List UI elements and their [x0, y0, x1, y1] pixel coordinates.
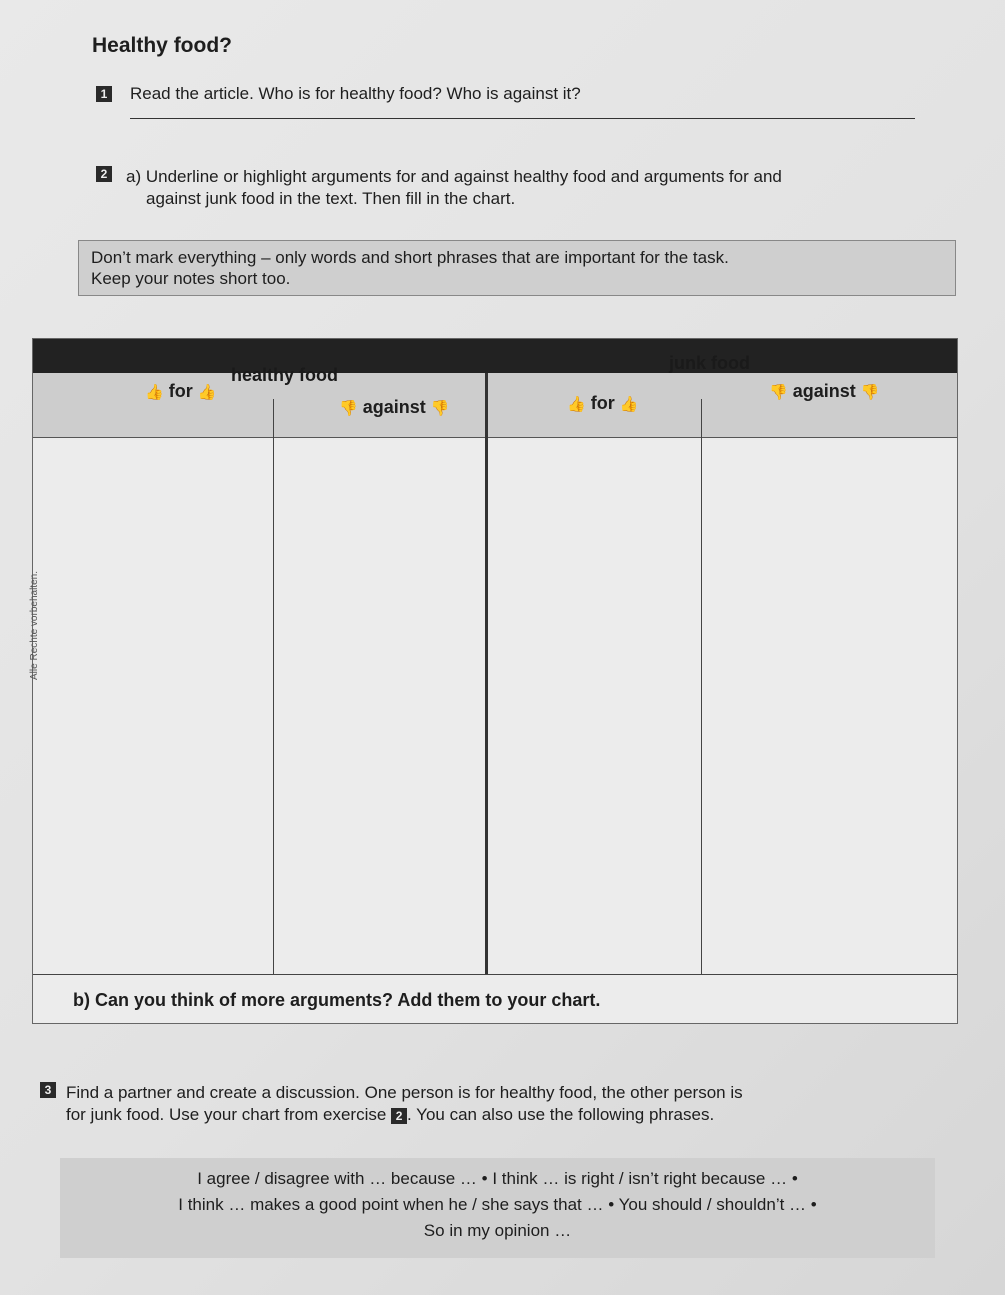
column-header-junk-against — [769, 381, 879, 402]
task-2-line2: against junk food in the text. Then fill in the chart. — [146, 189, 516, 208]
task-3-line2-part2: . You can also use the following phrases. — [407, 1105, 715, 1124]
phrase-line2: I think … makes a good point when he / she says that … • You should / shouldn’t … • — [178, 1195, 817, 1214]
group-label-junk-food: junk food — [669, 353, 750, 373]
note-box — [78, 240, 956, 296]
worksheet-title: Healthy food? — [92, 34, 232, 57]
thumbs-down-icon: 👎 — [430, 400, 450, 417]
answer-line[interactable] — [130, 118, 915, 119]
column-header-junk-for — [567, 393, 638, 414]
column-header-healthy-against — [339, 397, 449, 418]
task-2 — [96, 166, 936, 210]
task-3-number: 3 — [40, 1082, 56, 1098]
column-label: for — [168, 381, 193, 401]
note-line1: Don’t mark everything – only words and short phrases that are important for the task. — [91, 248, 729, 267]
task-3 — [40, 1082, 940, 1126]
task-2-line1: a) Underline or highlight arguments for and against healthy food and arguments for and — [126, 167, 782, 186]
phrase-line1: I agree / disagree with … because … • I think … is right / isn’t right because … • — [197, 1169, 798, 1188]
copyright-side-text: Alle Rechte vorbehalten. — [28, 571, 40, 680]
column-label: for — [590, 393, 615, 413]
chart-header-bar — [33, 339, 957, 373]
thumbs-down-icon: 👎 — [860, 384, 880, 401]
column-label: against — [362, 397, 426, 417]
phrase-line3: So in my opinion … — [423, 1221, 572, 1240]
thumbs-up-icon: 👍 — [567, 396, 586, 413]
column-label: against — [792, 381, 856, 401]
column-divider — [701, 399, 702, 975]
task-3-line1: Find a partner and create a discussion. One person is for healthy food, the other person is — [66, 1083, 743, 1102]
column-divider — [273, 399, 274, 975]
task-2b-text: b) Can you think of more arguments? Add them to your chart. — [73, 990, 601, 1010]
task-2-number: 2 — [96, 166, 112, 182]
column-divider-middle — [485, 373, 488, 975]
thumbs-up-icon: 👍 — [145, 384, 164, 401]
phrase-box — [60, 1158, 935, 1258]
thumbs-up-icon: 👍 — [197, 384, 217, 401]
note-line2: Keep your notes short too. — [91, 269, 291, 288]
thumbs-down-icon: 👎 — [339, 400, 358, 417]
group-label-healthy-food: healthy food — [231, 365, 338, 385]
task-1-text: Read the article. Who is for healthy food? Who is against it? — [130, 84, 581, 103]
task-3-line2 — [40, 1104, 940, 1126]
column-header-healthy-for — [145, 381, 216, 402]
task-1-number: 1 — [96, 86, 112, 102]
thumbs-up-icon: 👍 — [619, 396, 639, 413]
task-3-line2-part1: for junk food. Use your chart from exercise — [66, 1105, 392, 1124]
exercise-ref-badge: 2 — [391, 1108, 407, 1124]
task-1 — [96, 84, 581, 104]
thumbs-down-icon: 👎 — [769, 384, 788, 401]
chart-bottom-line — [33, 974, 957, 975]
arguments-chart — [32, 338, 958, 1024]
